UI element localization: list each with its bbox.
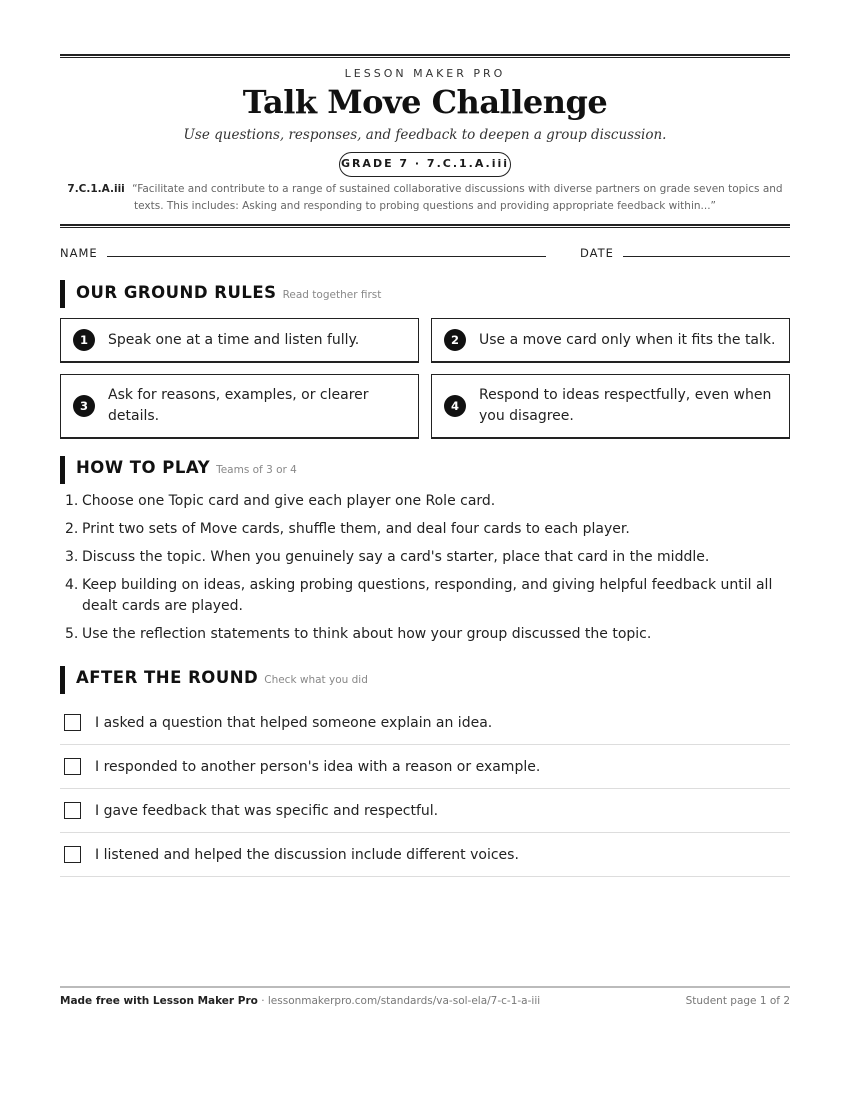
ground-rule-card (60, 318, 419, 363)
list-item (60, 575, 790, 617)
ground-rule-card (431, 374, 790, 439)
ground-rule-card (60, 374, 419, 439)
number-badge-icon: 3 (73, 395, 95, 417)
ground-rules-marker (60, 280, 65, 308)
header-top-rule (60, 54, 790, 58)
list-item (60, 547, 790, 568)
reflection-row (60, 833, 790, 877)
header-bottom-rule (60, 224, 790, 228)
step-text: Discuss the topic. When you genuinely say a card's starter, place that card in the middle. (82, 549, 710, 565)
reflection-checkbox[interactable] (64, 802, 81, 819)
after-round-marker (60, 666, 65, 694)
standard-text: “Facilitate and contribute to a range of sustained collaborative discussions with diverse partners on grade seven topics and texts. This includes: Asking and responding to probing questions and providing appropriate feedback within...” (132, 183, 783, 212)
reflection-checkbox[interactable] (64, 714, 81, 731)
reflection-row (60, 789, 790, 833)
brand-label: LESSON MAKER PRO (344, 67, 506, 80)
ground-rule-text: Use a move card only when it fits the talk. (479, 331, 776, 348)
after-round-heading (76, 668, 368, 687)
grade-badge: GRADE 7 · 7.C.1.A.iii (339, 152, 511, 177)
worksheet-page (60, 0, 790, 1100)
reflection-statement: I asked a question that helped someone explain an idea. (95, 714, 493, 731)
footer-url: · lessonmakerpro.com/standards/va-sol-ela/7-c-1-a-iii (257, 995, 541, 1007)
step-number: 4. (65, 577, 79, 593)
reflection-statement: I responded to another person's idea with a reason or example. (95, 758, 541, 775)
list-item (60, 491, 790, 512)
ground-rule-text: Respond to ideas respectfully, even when you disagree. (479, 387, 772, 424)
ground-rules-hint: Read together first (282, 289, 382, 301)
step-text: Choose one Topic card and give each player one Role card. (82, 493, 496, 509)
page-subtitle: Use questions, responses, and feedback to deepen a group discussion. (183, 127, 667, 143)
name-field[interactable] (107, 256, 546, 257)
reflection-row (60, 745, 790, 789)
instructions-list (60, 491, 790, 652)
reflection-statement: I listened and helped the discussion include different voices. (95, 846, 519, 863)
how-to-play-title: HOW TO PLAY (76, 458, 211, 477)
after-round-hint: Check what you did (264, 674, 368, 686)
page-title: Talk Move Challenge (242, 83, 608, 121)
list-item (60, 624, 790, 645)
footer-brand: Made free with Lesson Maker Pro (60, 995, 258, 1007)
ground-rules-title: OUR GROUND RULES (76, 283, 277, 302)
step-text: Use the reflection statements to think about how your group discussed the topic. (82, 626, 652, 642)
footer-credit (60, 995, 540, 1007)
number-badge-icon: 1 (73, 329, 95, 351)
number-badge-icon: 4 (444, 395, 466, 417)
after-round-title: AFTER THE ROUND (76, 668, 259, 687)
step-number: 2. (65, 521, 79, 537)
step-text: Keep building on ideas, asking probing questions, responding, and giving helpful feedback until all dealt cards are played. (82, 577, 773, 614)
date-field[interactable] (623, 256, 790, 257)
ground-rule-text: Ask for reasons, examples, or clearer details. (108, 387, 369, 424)
standard-code: 7.C.1.A.iii (67, 183, 125, 195)
footer-rule (60, 986, 790, 988)
ground-rule-card (431, 318, 790, 363)
step-number: 3. (65, 549, 79, 565)
step-number: 1. (65, 493, 79, 509)
reflection-checkbox[interactable] (64, 758, 81, 775)
number-badge-icon: 2 (444, 329, 466, 351)
ground-rules-heading (76, 283, 381, 302)
ground-rule-text: Speak one at a time and listen fully. (108, 331, 360, 348)
date-label: DATE (580, 246, 614, 260)
how-to-play-heading (76, 458, 297, 477)
reflection-row (60, 701, 790, 745)
reflection-checkbox[interactable] (64, 846, 81, 863)
how-to-play-marker (60, 456, 65, 484)
step-text: Print two sets of Move cards, shuffle them, and deal four cards to each player. (82, 521, 630, 537)
name-label: NAME (60, 246, 98, 260)
step-number: 5. (65, 626, 79, 642)
standard-description (60, 181, 790, 215)
how-to-play-hint: Teams of 3 or 4 (216, 464, 297, 476)
page-indicator: Student page 1 of 2 (685, 995, 790, 1007)
list-item (60, 519, 790, 540)
reflection-statement: I gave feedback that was specific and respectful. (95, 802, 439, 819)
